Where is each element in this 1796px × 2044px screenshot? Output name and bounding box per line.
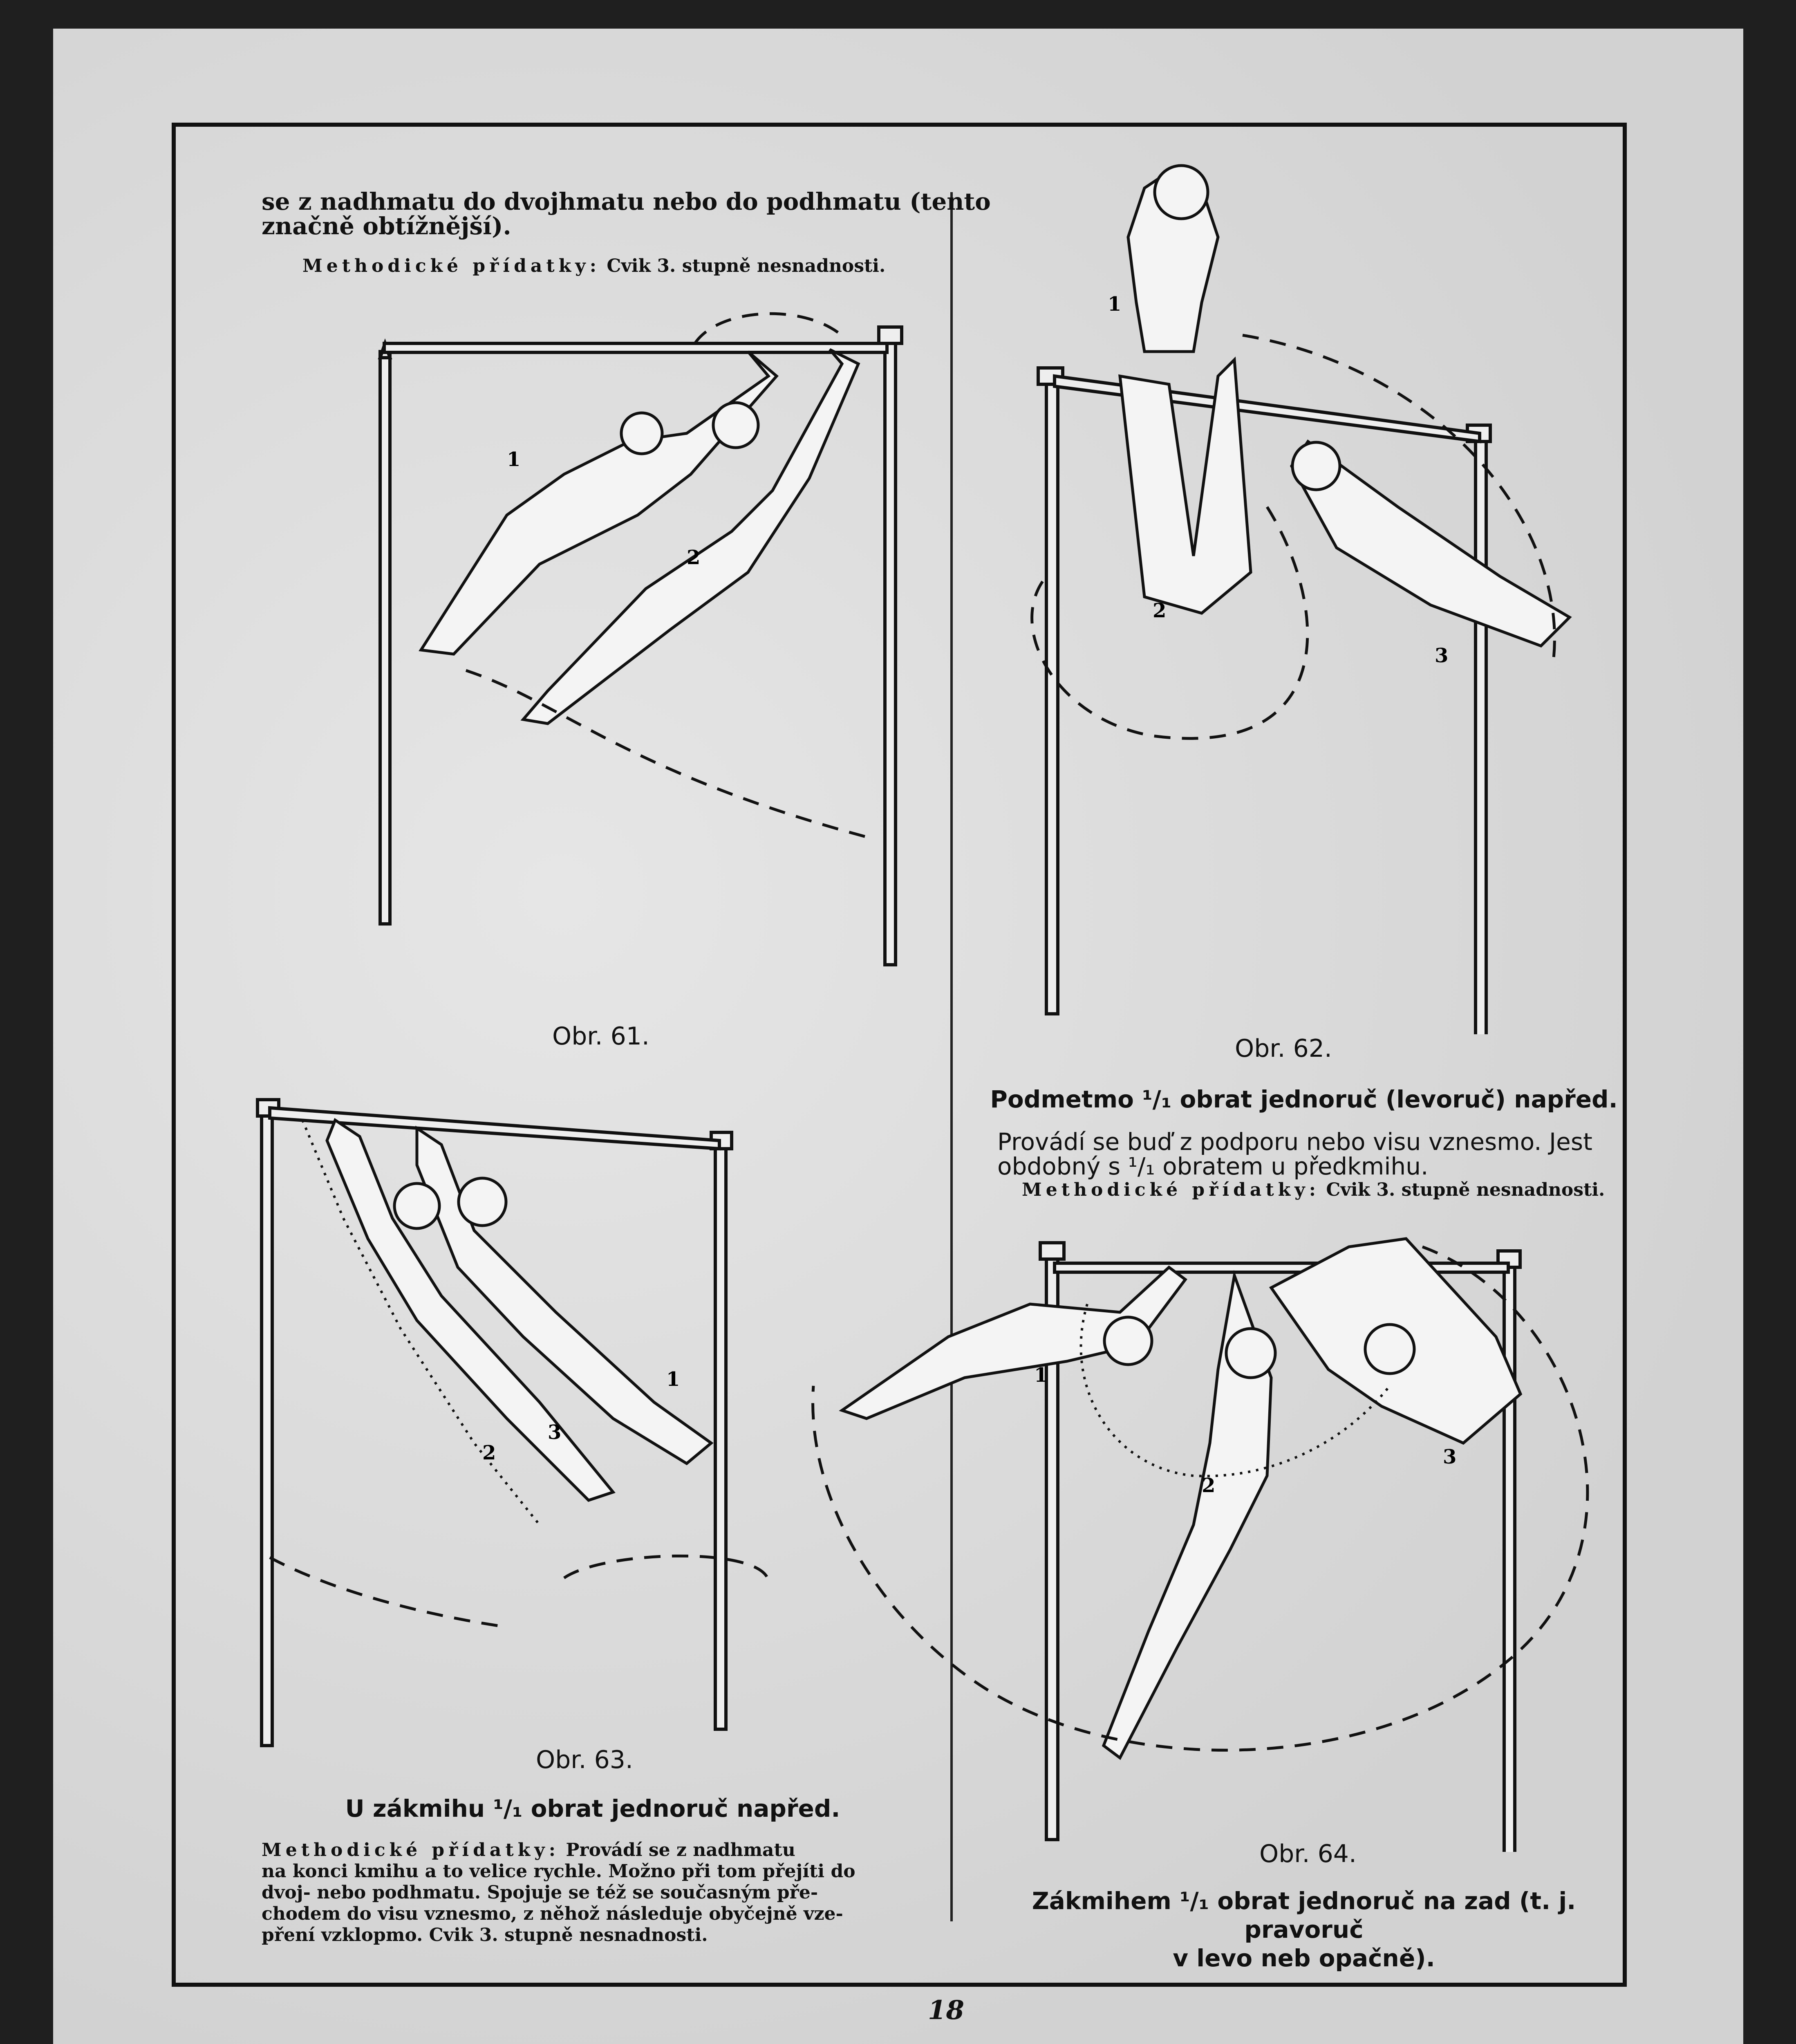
top-meth-label: Methodické přídatky: [302, 256, 600, 276]
fig62-title [981, 1085, 1627, 1113]
figure-63 [245, 1083, 883, 1758]
fig62-title-post: obrat jednoruč (levoruč) napřed. [1180, 1085, 1618, 1113]
top-text-line1: se z nadhmatu do dvojhmatu nebo do podhmatu (tento [262, 188, 991, 215]
fig61-right-pole [885, 335, 896, 965]
fig62-left-pole [1046, 376, 1058, 1014]
figure-64 [801, 1214, 1627, 1852]
fig63-meth-line-4: pření vzklopmo. Cvik 3. stupně nesnadnosti. [262, 1925, 708, 1945]
fig63-meth-line-3: chodem do visu vznesmo, z něhož následuje obyčejně vze- [262, 1903, 843, 1924]
fig63-caption: Obr. 63. [535, 1746, 634, 1774]
page-number: 18 [928, 1995, 965, 2026]
fig63-meth-line-0: Provádí se z nadhmatu [566, 1840, 795, 1860]
fig63-title-post: obrat jednoruč napřed. [531, 1795, 840, 1822]
fig63-meth-line-1: na konci kmihu a to velice rychle. Možno při tom přejíti do [262, 1861, 855, 1882]
top-meth-text: Cvik 3. stupně nesnadnosti. [607, 256, 886, 276]
fig61-bar [384, 343, 887, 352]
fig62-desc-line2-post: obratem u předkmihu. [1162, 1152, 1429, 1180]
fig62-meth [1022, 1179, 1605, 1201]
fig62-right-pole [1476, 433, 1486, 1034]
fig64-label-1: 1 [1034, 1364, 1048, 1387]
fig62-caption: Obr. 62. [1234, 1034, 1332, 1063]
fig63-label-3: 3 [548, 1421, 562, 1444]
fig61-label-2: 2 [687, 546, 701, 569]
fig64-title [981, 1887, 1627, 1972]
fig62-label-1: 1 [1108, 293, 1122, 316]
fig62-label-3: 3 [1435, 644, 1449, 667]
fig64-title-fraction: ¹/₁ [1180, 1887, 1209, 1915]
fig63-label-2: 2 [482, 1441, 496, 1464]
fig62-meth-text: Cvik 3. stupně nesnadnosti. [1326, 1179, 1605, 1200]
fig64-bar [1055, 1263, 1508, 1272]
figure-61 [278, 303, 916, 1006]
fig63-right-pole [715, 1141, 726, 1729]
fig62-desc-line2-pre: obdobný s [997, 1152, 1121, 1180]
fig63-meth-line-2: dvoj- nebo podhmatu. Spojuje se též se současným pře- [262, 1882, 818, 1903]
fig64-label-3: 3 [1443, 1446, 1457, 1468]
fig62-desc-line2 [997, 1153, 1428, 1180]
fig61-caption: Obr. 61. [552, 1022, 650, 1051]
fig63-left-pole [262, 1108, 272, 1746]
fig64-title-post: obrat jednoruč na zad (t. j. pravoruč [1217, 1887, 1576, 1943]
fig64-title-line2: v levo neb opačně). [1173, 1944, 1435, 1972]
fig62-label-2: 2 [1153, 599, 1167, 622]
figure-62 [989, 155, 1627, 1034]
fig62-title-fraction: ¹/₁ [1142, 1085, 1172, 1113]
fig63-label-1: 1 [666, 1368, 680, 1391]
fig64-label-2: 2 [1202, 1474, 1216, 1497]
fig62-desc-fraction: ¹/₁ [1128, 1152, 1155, 1180]
fig63-title-fraction: ¹/₁ [493, 1795, 523, 1822]
fig62-bar [1055, 376, 1480, 442]
top-meth [302, 256, 885, 277]
fig61-left-pole [380, 352, 390, 924]
fig62-desc-line1: Provádí se buď z podporu nebo visu vznesmo. Jest [997, 1128, 1592, 1156]
fig62-meth-label: Methodické přídatky: [1022, 1179, 1320, 1200]
fig62-title-pre: Podmetmo [990, 1085, 1134, 1113]
fig64-title-pre: Zákmihem [1032, 1887, 1171, 1915]
fig63-meth-label: Methodické přídatky: [262, 1840, 560, 1860]
top-text-line2: značně obtížnější). [262, 212, 511, 240]
fig64-right-pole [1504, 1259, 1515, 1852]
fig63-meth [262, 1840, 932, 1946]
fig61-label-1: 1 [507, 448, 521, 471]
fig64-caption: Obr. 64. [1259, 1840, 1357, 1868]
fig63-title-pre: U zákmihu [345, 1795, 485, 1822]
